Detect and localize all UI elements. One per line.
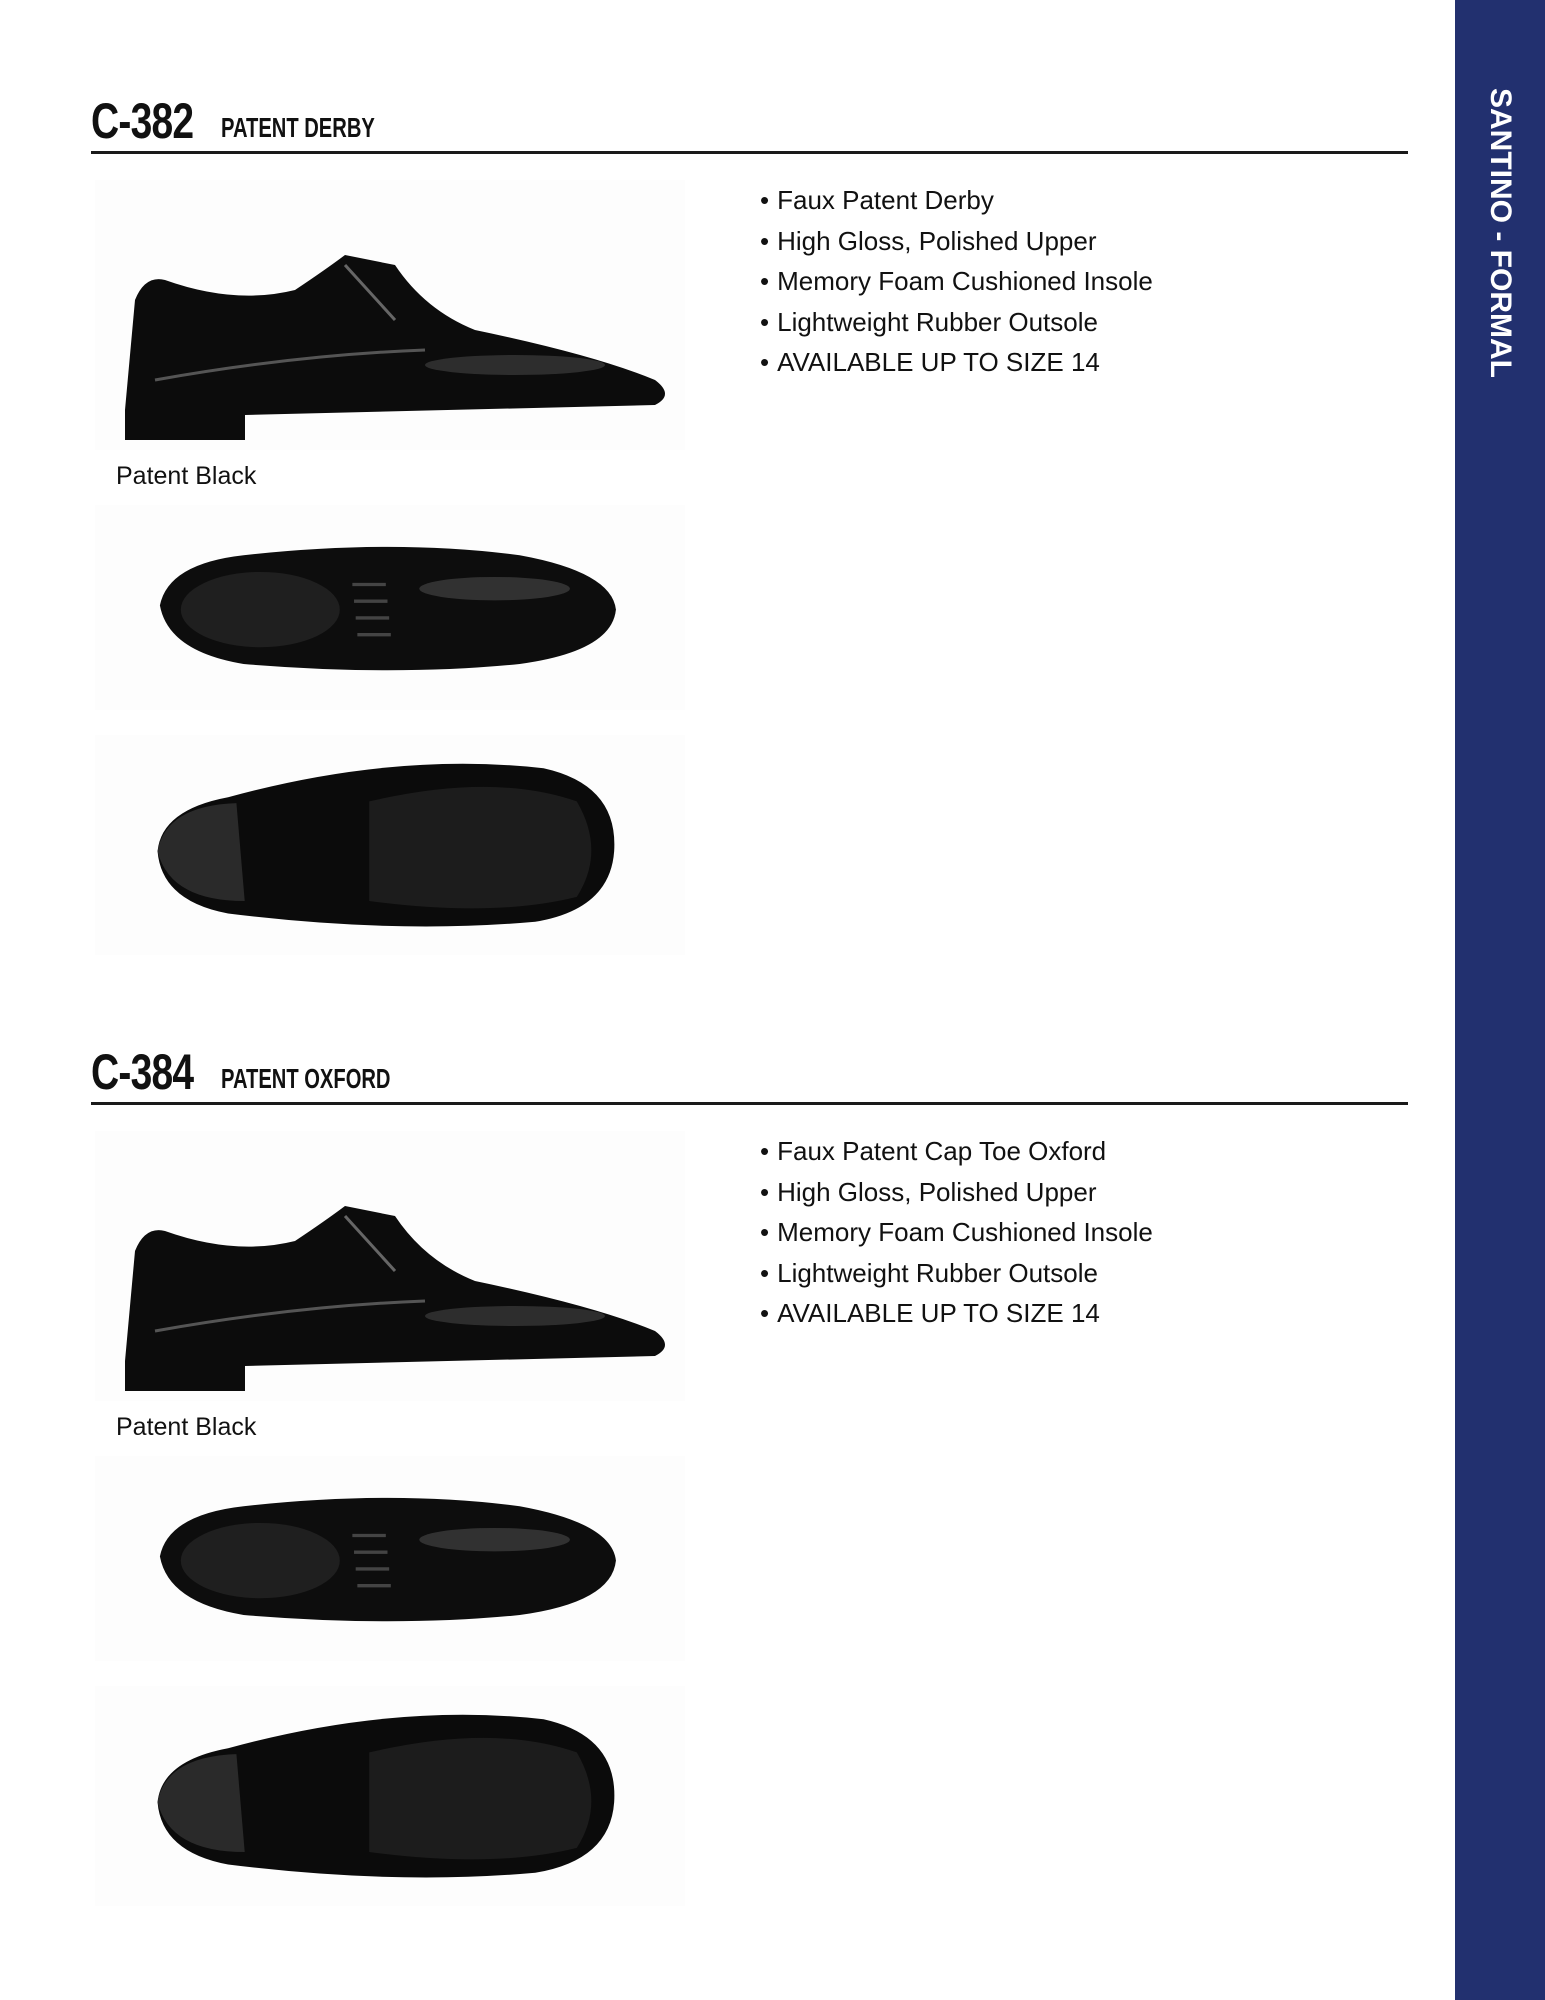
- product-name: PATENT OXFORD: [221, 1063, 391, 1094]
- sidebar-label: SANTINO - FORMAL: [1484, 88, 1517, 378]
- feature-item: • AVAILABLE UP TO SIZE 14: [760, 342, 1153, 383]
- feature-list: [760, 1131, 1153, 1334]
- shoe-top-view-image: [95, 505, 685, 710]
- sole-view: [95, 735, 685, 955]
- top-view: [95, 505, 685, 710]
- feature-list: [760, 180, 1153, 383]
- feature-item: • Faux Patent Cap Toe Oxford: [760, 1131, 1153, 1172]
- sidebar-tab: [1455, 0, 1545, 2000]
- color-label: Patent Black: [116, 462, 257, 490]
- feature-item: • Faux Patent Derby: [760, 180, 1153, 221]
- product-name: PATENT DERBY: [221, 112, 375, 143]
- side-view: [95, 180, 685, 450]
- color-label: Patent Black: [116, 1413, 257, 1441]
- shoe-side-view-image: [95, 1131, 685, 1401]
- feature-item: • High Gloss, Polished Upper: [760, 1172, 1153, 1213]
- feature-item: • High Gloss, Polished Upper: [760, 221, 1153, 262]
- title-divider: [91, 151, 1408, 154]
- feature-item: • Memory Foam Cushioned Insole: [760, 1212, 1153, 1253]
- sole-view: [95, 1686, 685, 1906]
- product-section-c382: [0, 0, 1455, 950]
- feature-item: • Lightweight Rubber Outsole: [760, 302, 1153, 343]
- product-title: [91, 1043, 791, 1103]
- product-code: C-382: [91, 93, 194, 149]
- feature-item: • Memory Foam Cushioned Insole: [760, 261, 1153, 302]
- product-section-c384: [0, 951, 1455, 1901]
- side-view: [95, 1131, 685, 1401]
- shoe-side-view-image: [95, 180, 685, 450]
- shoe-top-view-image: [95, 1456, 685, 1661]
- product-code: C-384: [91, 1044, 194, 1100]
- feature-item: • Lightweight Rubber Outsole: [760, 1253, 1153, 1294]
- title-divider: [91, 1102, 1408, 1105]
- shoe-sole-view-image: [95, 1686, 685, 1906]
- top-view: [95, 1456, 685, 1661]
- product-title: [91, 92, 791, 152]
- shoe-sole-view-image: [95, 735, 685, 955]
- feature-item: • AVAILABLE UP TO SIZE 14: [760, 1293, 1153, 1334]
